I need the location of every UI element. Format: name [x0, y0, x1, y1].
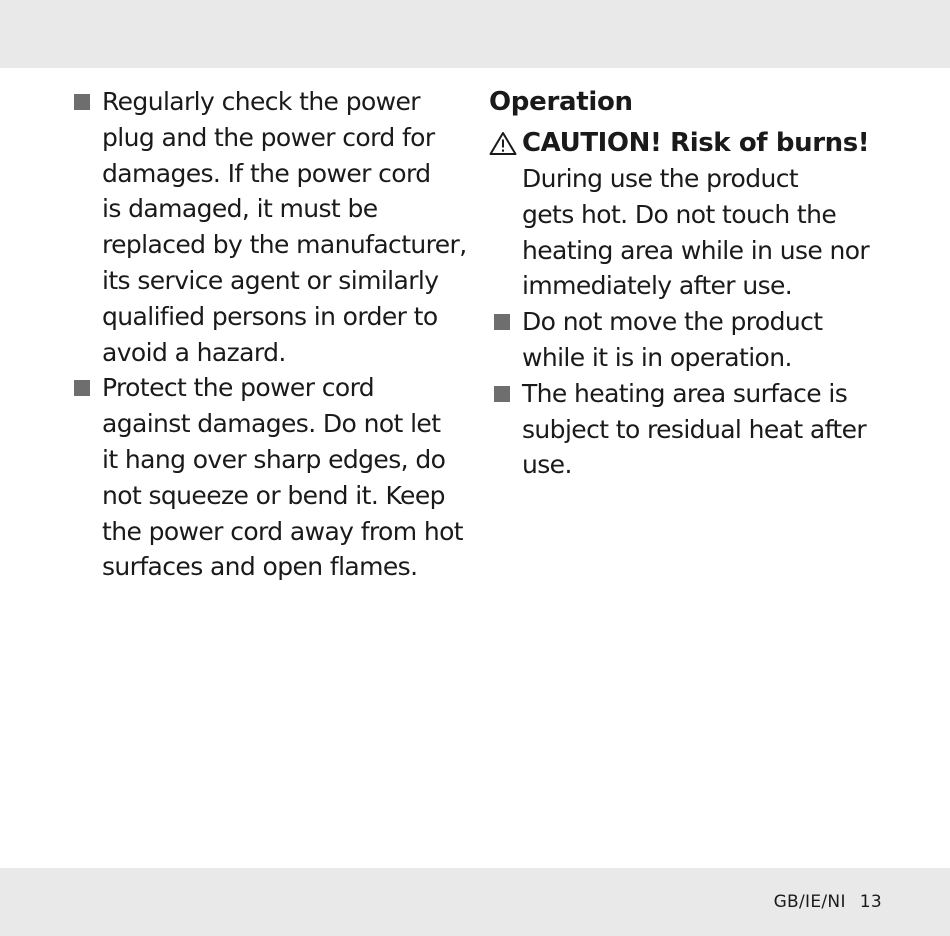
list-item-text: The heating area surface is subject to residual heat after use.: [522, 378, 867, 480]
footer-region: GB/IE/NI: [773, 892, 846, 912]
square-bullet-icon: [74, 380, 90, 396]
warning-triangle-icon: [489, 131, 517, 156]
page-number: 13: [859, 892, 882, 912]
list-item-text: Regularly check the power plug and the power cord for damages. If the power cord is damaged, it must be replaced by the manufacturer, its service agent or similarly qualified persons in order to avoid a hazard.: [102, 87, 467, 367]
list-item-text: Protect the power cord against damages. Do not let it hang over sharp edges, do not squeeze or bend it. Keep the power cord away from hot surfaces and open flames.: [102, 373, 463, 582]
page-footer: [774, 892, 882, 912]
list-item-text: Do not move the product while it is in operation.: [522, 307, 823, 372]
square-bullet-icon: [74, 94, 90, 110]
square-bullet-icon: [494, 314, 510, 330]
caution-heading: [489, 125, 889, 161]
list-item: [489, 376, 889, 483]
section-heading: Operation: [489, 87, 633, 117]
right-column: [489, 84, 889, 483]
left-column: [73, 84, 473, 585]
top-band: [0, 0, 950, 68]
list-item: [73, 84, 473, 370]
caution-title: CAUTION! Risk of burns!: [522, 128, 870, 158]
caution-body: During use the product gets hot. Do not touch the heating area while in use nor immediately after use.: [522, 164, 870, 301]
square-bullet-icon: [494, 386, 510, 402]
list-item: [489, 304, 889, 376]
list-item: [73, 370, 473, 585]
